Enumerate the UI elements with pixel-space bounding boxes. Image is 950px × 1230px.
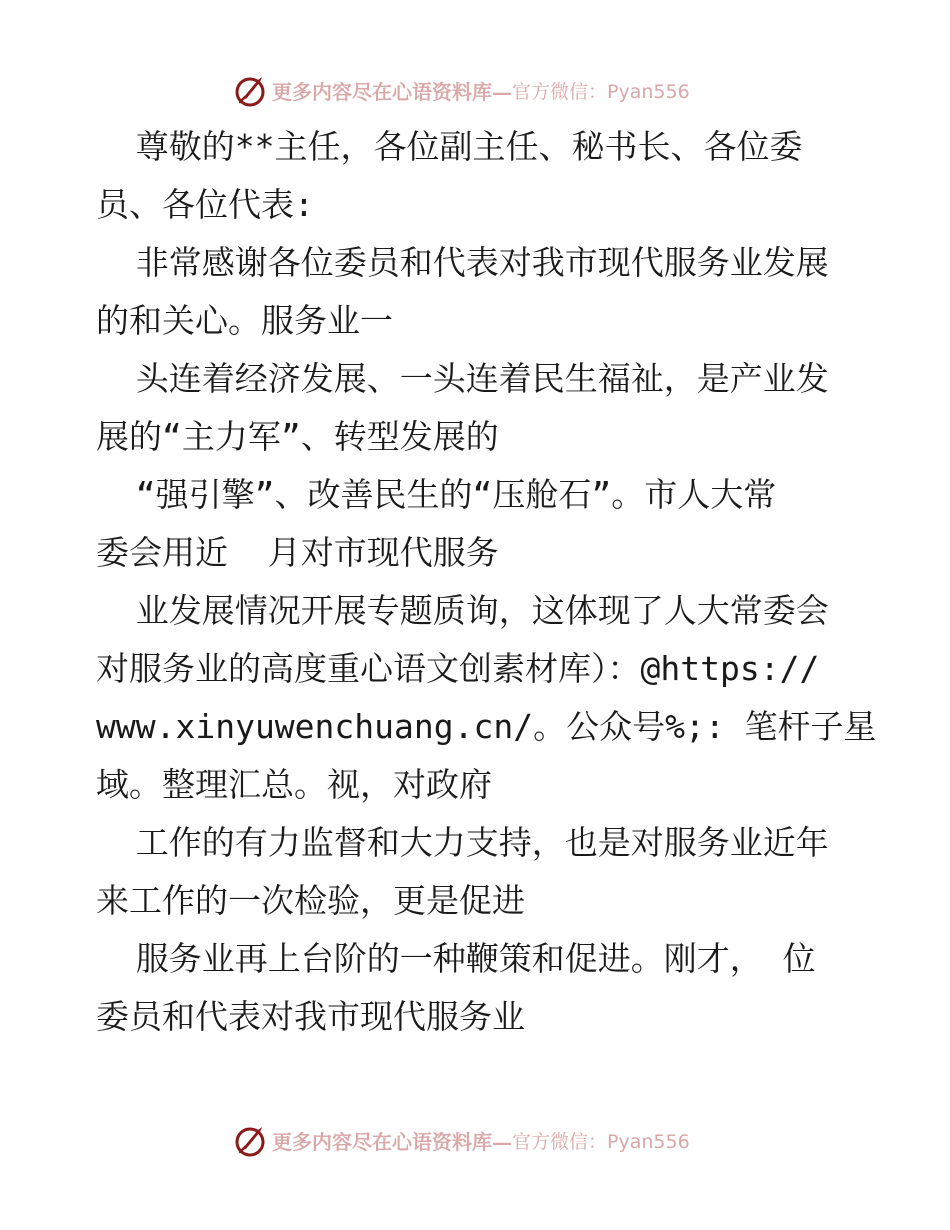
text-line: 来工作的一次检验，更是促进 [96, 881, 525, 920]
footer-watermark [232, 1120, 712, 1160]
text-line: 尊敬的**主任，各位副主任、秘书长、各位委 [96, 127, 803, 166]
header-promo-text: 更多内容尽在心语资料库— [272, 79, 512, 104]
header-wechat-text: 官方微信：Pyan556 [512, 80, 690, 103]
text-line: 的和关心。服务业一 [96, 301, 393, 340]
text-line: 展的“主力军”、转型发展的 [96, 417, 499, 456]
header-watermark [232, 70, 712, 110]
text-line: 对服务业的高度重心语文创素材库）：@https:// [96, 649, 820, 688]
text-line: 委会用近 月对市现代服务 [96, 533, 499, 572]
text-line: 非常感谢各位委员和代表对我市现代服务业发展 [96, 243, 829, 282]
text-line: 头连着经济发展、一头连着民生福祉，是产业发 [96, 359, 829, 398]
text-line: 工作的有力监督和大力支持，也是对服务业近年 [96, 823, 829, 862]
quill-logo-icon [232, 72, 268, 108]
text-line: 委员和代表对我市现代服务业 [96, 997, 525, 1036]
text-line: “强引擎”、改善民生的“压舱石”。市人大常 [96, 475, 777, 514]
text-line: 员、各位代表: [96, 185, 314, 224]
text-line: www.xinyuwenchuang.cn/。公众号%;: 笔杆子星 [96, 707, 877, 746]
text-line: 域。整理汇总。视，对政府 [96, 765, 492, 804]
speech-body [96, 118, 877, 1046]
text-line: 服务业再上台阶的一种鞭策和促进。刚才， 位 [96, 939, 816, 978]
footer-promo-text: 更多内容尽在心语资料库— [272, 1129, 512, 1154]
quill-logo-icon [232, 1122, 268, 1158]
footer-wechat-text: 官方微信：Pyan556 [512, 1130, 690, 1153]
text-line: 业发展情况开展专题质询，这体现了人大常委会 [96, 591, 829, 630]
